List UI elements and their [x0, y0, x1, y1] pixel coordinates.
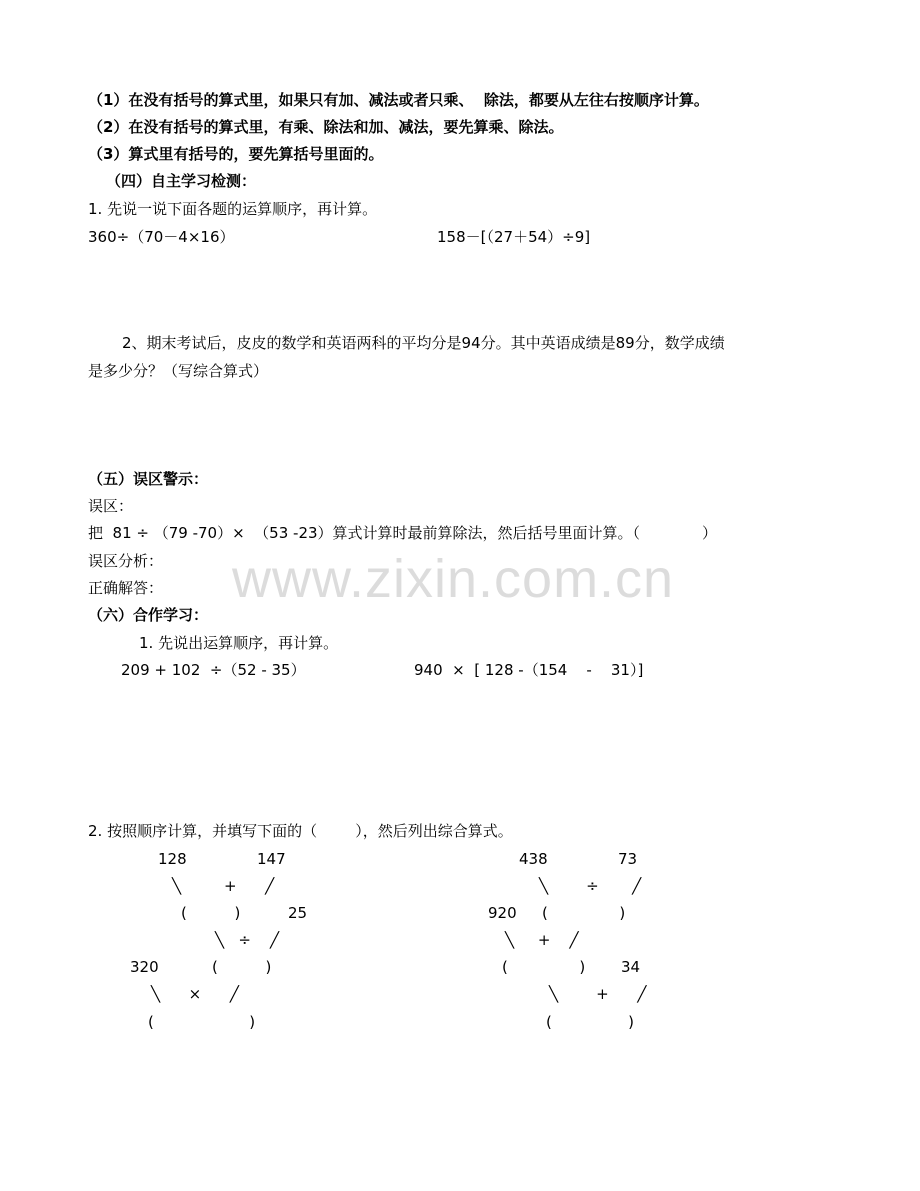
tree-left-operator-2: ╲ ÷ ╱: [215, 931, 280, 949]
section-4-q2-line1: 2、期末考试后，皮皮的数学和英语两科的平均分是94分。其中英语成绩是89分，数学成绩: [122, 334, 725, 352]
section-6-q1-expr-b: 940 × [ 128 -（154 - 31）]: [414, 661, 644, 679]
section-5-error-statement: 把 81 ÷ （79 -70）× （53 -23）算式计算时最前算除法，然后括号里面计算。（ ）: [88, 524, 718, 542]
watermark: www.zixin.com.cn: [232, 549, 675, 609]
section-5-error-label: 误区：: [88, 497, 134, 515]
section-6-heading: （六）合作学习：: [88, 606, 209, 624]
tree-left-operator-3: ╲ × ╱: [151, 985, 239, 1003]
tree-right-blank-3: ( ): [546, 1013, 634, 1031]
section-4-q1-expr-b: 158－[（27＋54）÷9]: [437, 228, 591, 246]
rule-3: （3）算式里有括号的，要先算括号里面的。: [88, 145, 384, 163]
section-5-analysis-label: 误区分析：: [88, 552, 164, 570]
tree-right-number-3: 920: [488, 904, 517, 922]
section-6-q2-prompt: 2. 按照顺序计算，并填写下面的（ ），然后列出综合算式。: [88, 822, 513, 840]
tree-right-number-2: 73: [618, 850, 638, 868]
tree-left-blank-1: ( ): [181, 904, 241, 922]
tree-right-operator-3: ╲ + ╱: [549, 985, 647, 1003]
tree-left-number-2: 147: [257, 850, 286, 868]
rule-1: （1）在没有括号的算式里，如果只有加、减法或者只乘、 除法，都要从左往右按顺序计算。: [88, 91, 709, 109]
tree-right-operator-2: ╲ + ╱: [505, 931, 579, 949]
section-6-q1-prompt: 1. 先说出运算顺序，再计算。: [139, 634, 339, 652]
section-4-q1-expr-a: 360÷（70－4×16）: [88, 228, 235, 246]
tree-left-operator-1: ╲ + ╱: [172, 877, 275, 895]
tree-right-number-1: 438: [519, 850, 548, 868]
section-5-heading: （五）误区警示：: [88, 470, 209, 488]
tree-left-blank-2: ( ): [212, 958, 272, 976]
section-4-heading: （四）自主学习检测：: [106, 172, 257, 190]
tree-left-number-1: 128: [158, 850, 187, 868]
section-4-q2-line2: 是多少分？（写综合算式）: [88, 362, 269, 380]
tree-right-blank-1: ( ): [542, 904, 626, 922]
section-6-q1-expr-a: 209 + 102 ÷（52 - 35）: [121, 661, 306, 679]
tree-left-number-3: 25: [288, 904, 308, 922]
tree-right-blank-2: ( ): [502, 958, 586, 976]
tree-right-operator-1: ╲ ÷ ╱: [539, 877, 642, 895]
section-4-q1-prompt: 1. 先说一说下面各题的运算顺序，再计算。: [88, 200, 378, 218]
tree-left-number-4: 320: [130, 958, 159, 976]
tree-right-number-4: 34: [621, 958, 641, 976]
rule-2: （2）在没有括号的算式里，有乘、除法和加、减法，要先算乘、除法。: [88, 118, 564, 136]
section-5-answer-label: 正确解答：: [88, 579, 164, 597]
tree-left-blank-3: ( ): [148, 1013, 256, 1031]
